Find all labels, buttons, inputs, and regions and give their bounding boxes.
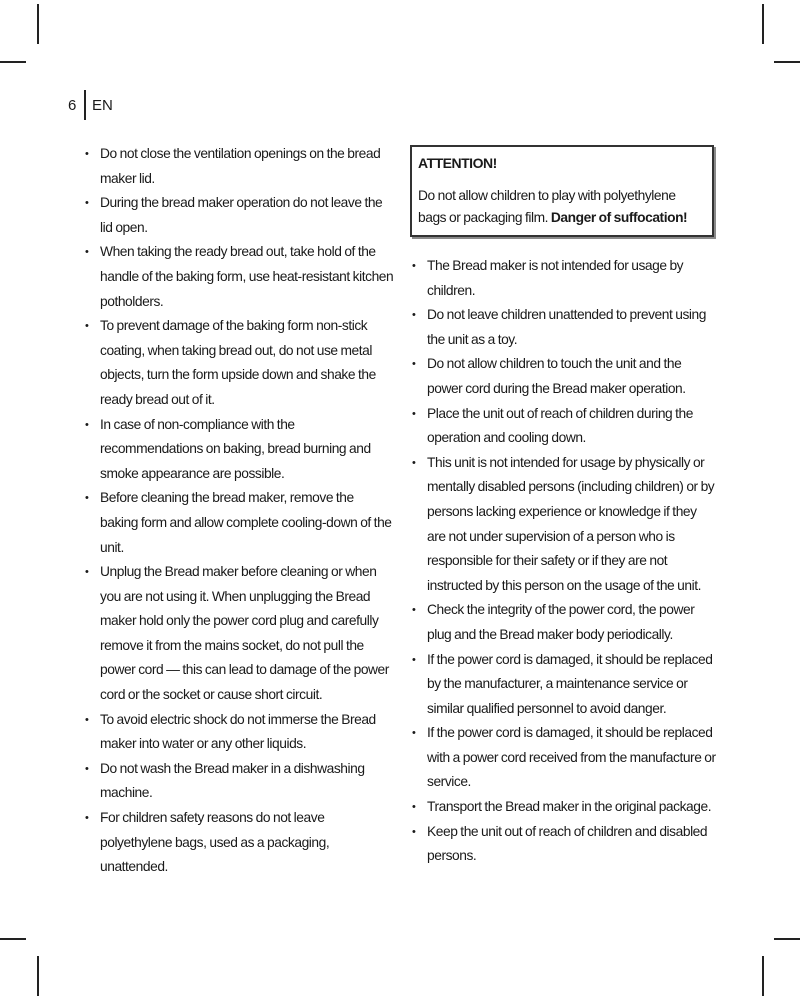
list-item: • Check the integrity of the power cord, the power plug and the Bread maker body periodically. [411,598,716,647]
list-item: • Do not close the ventilation openings on the bread maker lid. [84,142,394,191]
crop-mark-bottom-right [762,956,764,996]
list-item: • During the bread maker operation do not leave the lid open. [84,191,394,240]
attention-title: ATTENTION! [418,155,497,171]
list-item: • If the power cord is damaged, it should be replaced by the manufacturer, a maintenance service or similar qualified personnel to avoid danger. [411,648,716,722]
attention-body: Do not allow children to play with polyethylene bags or packaging film. [418,188,676,225]
list-item: • Do not wash the Bread maker in a dishwashing machine. [84,757,394,806]
list-item: • The Bread maker is not intended for usage by children. [411,254,716,303]
attention-emphasis: Danger of suffocation! [550,210,688,225]
list-item: • Keep the unit out of reach of children and disabled persons. [411,820,716,869]
list-item: • If the power cord is damaged, it should be replaced with a power cord received from the manufacture or service. [411,721,716,795]
list-item: • Transport the Bread maker in the original package. [411,795,716,820]
attention-box [410,145,714,237]
list-item: • This unit is not intended for usage by physically or mentally disabled persons (including children) or by persons lacking experience or knowledge if they are not under supervision of a person who is responsible for their safety or if they are not instructed by this person on the usage of the unit. [411,451,716,599]
crop-mark-top-left-h [0,61,26,63]
list-item: • To avoid electric shock do not immerse the Bread maker into water or any other liquids. [84,708,394,757]
crop-mark-bottom-left [37,956,39,996]
list-item: • When taking the ready bread out, take hold of the handle of the baking form, use heat-resistant kitchen potholders. [84,240,394,314]
crop-mark-bottom-left-h [0,938,26,940]
language-label: EN [92,96,113,114]
right-column [411,254,716,869]
list-item: • In case of non-compliance with the recommendations on baking, bread burning and smoke appearance are possible. [84,413,394,487]
list-item: • Unplug the Bread maker before cleaning or when you are not using it. When unplugging the Bread maker hold only the power cord plug and carefully remove it from the mains socket, do not pull the power cord — this can lead to damage of the power cord or the socket or cause short circuit. [84,560,394,708]
page-header [68,90,113,120]
header-divider [84,90,86,120]
crop-mark-top-right [762,4,764,44]
right-bullet-list [411,254,716,869]
list-item: • Do not allow children to touch the unit and the power cord during the Bread maker operation. [411,352,716,401]
page-number: 6 [68,96,77,114]
list-item: • For children safety reasons do not leave polyethylene bags, used as a packaging, unattended. [84,806,394,880]
crop-mark-top-right-h [774,61,800,63]
left-column [84,142,394,880]
left-bullet-list [84,142,394,880]
crop-mark-top-left [37,4,39,44]
list-item: • To prevent damage of the baking form non-stick coating, when taking bread out, do not use metal objects, turn the form upside down and shake the ready bread out of it. [84,314,394,412]
list-item: • Place the unit out of reach of children during the operation and cooling down. [411,402,716,451]
crop-mark-bottom-right-h [774,938,800,940]
attention-text [418,185,706,229]
list-item: • Do not leave children unattended to prevent using the unit as a toy. [411,303,716,352]
list-item: • Before cleaning the bread maker, remove the baking form and allow complete cooling-down of the unit. [84,486,394,560]
